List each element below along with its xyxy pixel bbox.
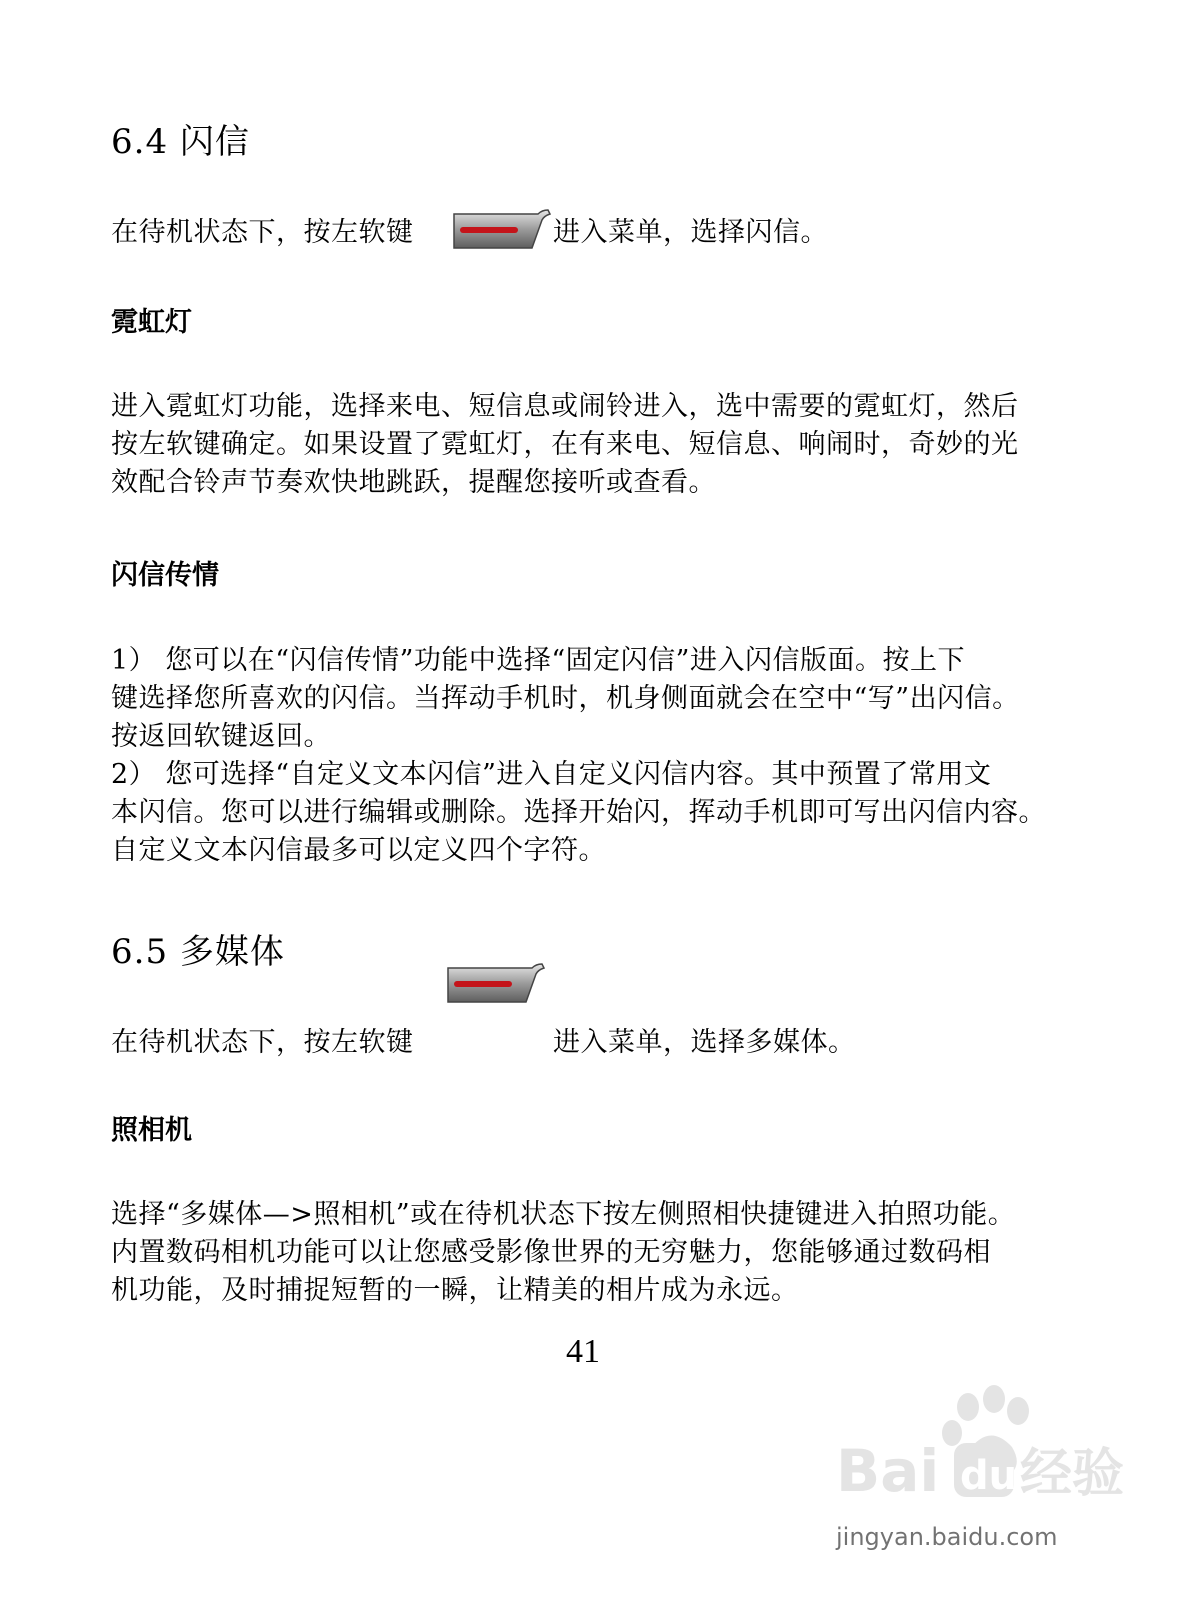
text-line: 按左软键确定。如果设置了霓虹灯，在有来电、短信息、响闹时，奇妙的光 [111,429,1019,460]
text-line: 2） 您可选择“自定义文本闪信”进入自定义闪信内容。其中预置了常用文 [111,759,992,790]
text-line: 内置数码相机功能可以让您感受影像世界的无穷魅力，您能够通过数码相 [111,1237,991,1268]
text-line: 1） 您可以在“闪信传情”功能中选择“固定闪信”进入闪信版面。按上下 [111,645,965,676]
section-6-4-intro-after: 进入菜单，选择闪信。 [553,217,828,248]
watermark-logo-cn: 经验 [1020,1444,1125,1504]
text-line: 机功能，及时捕捉短暂的一瞬，让精美的相片成为永远。 [111,1275,799,1306]
subsection-title-flash-love: 闪信传情 [111,560,219,591]
paragraph-camera [111,1196,1015,1310]
section-heading-6-4: 6.4 闪信 [111,122,250,162]
paragraph-neon [111,388,1019,502]
watermark-logo-du: du [960,1453,1018,1499]
text-line: 选择“多媒体—>照相机”或在待机状态下按左侧照相快捷键进入拍照功能。 [111,1199,1016,1230]
subsection-title-neon: 霓虹灯 [111,307,192,338]
text-line: 键选择您所喜欢的闪信。当挥动手机时，机身侧面就会在空中“写”出闪信。 [111,683,1020,714]
baidu-watermark [830,1385,1190,1585]
watermark-logo [830,1431,1190,1511]
left-softkey-icon [452,208,552,250]
section-6-4-intro-before: 在待机状态下，按左软键 [111,217,414,248]
left-softkey-icon [446,962,546,1004]
text-line: 进入霓虹灯功能，选择来电、短信息或闹铃进入，选中需要的霓虹灯，然后 [111,391,1019,422]
watermark-url: jingyan.baidu.com [836,1523,1058,1551]
text-line: 自定义文本闪信最多可以定义四个字符。 [111,835,606,866]
page-number: 41 [566,1333,600,1370]
text-line: 效配合铃声节奏欢快地跳跃，提醒您接听或查看。 [111,467,716,498]
section-6-5-intro-after: 进入菜单，选择多媒体。 [553,1027,856,1058]
text-line: 按返回软键返回。 [111,721,331,752]
subsection-title-camera: 照相机 [111,1115,192,1146]
section-heading-6-5: 6.5 多媒体 [111,932,285,972]
text-line: 本闪信。您可以进行编辑或删除。选择开始闪，挥动手机即可写出闪信内容。 [111,797,1046,828]
paragraph-flash-love [111,642,1046,870]
watermark-logo-latin: Bai [836,1437,940,1505]
section-6-5-intro-before: 在待机状态下，按左软键 [111,1027,414,1058]
